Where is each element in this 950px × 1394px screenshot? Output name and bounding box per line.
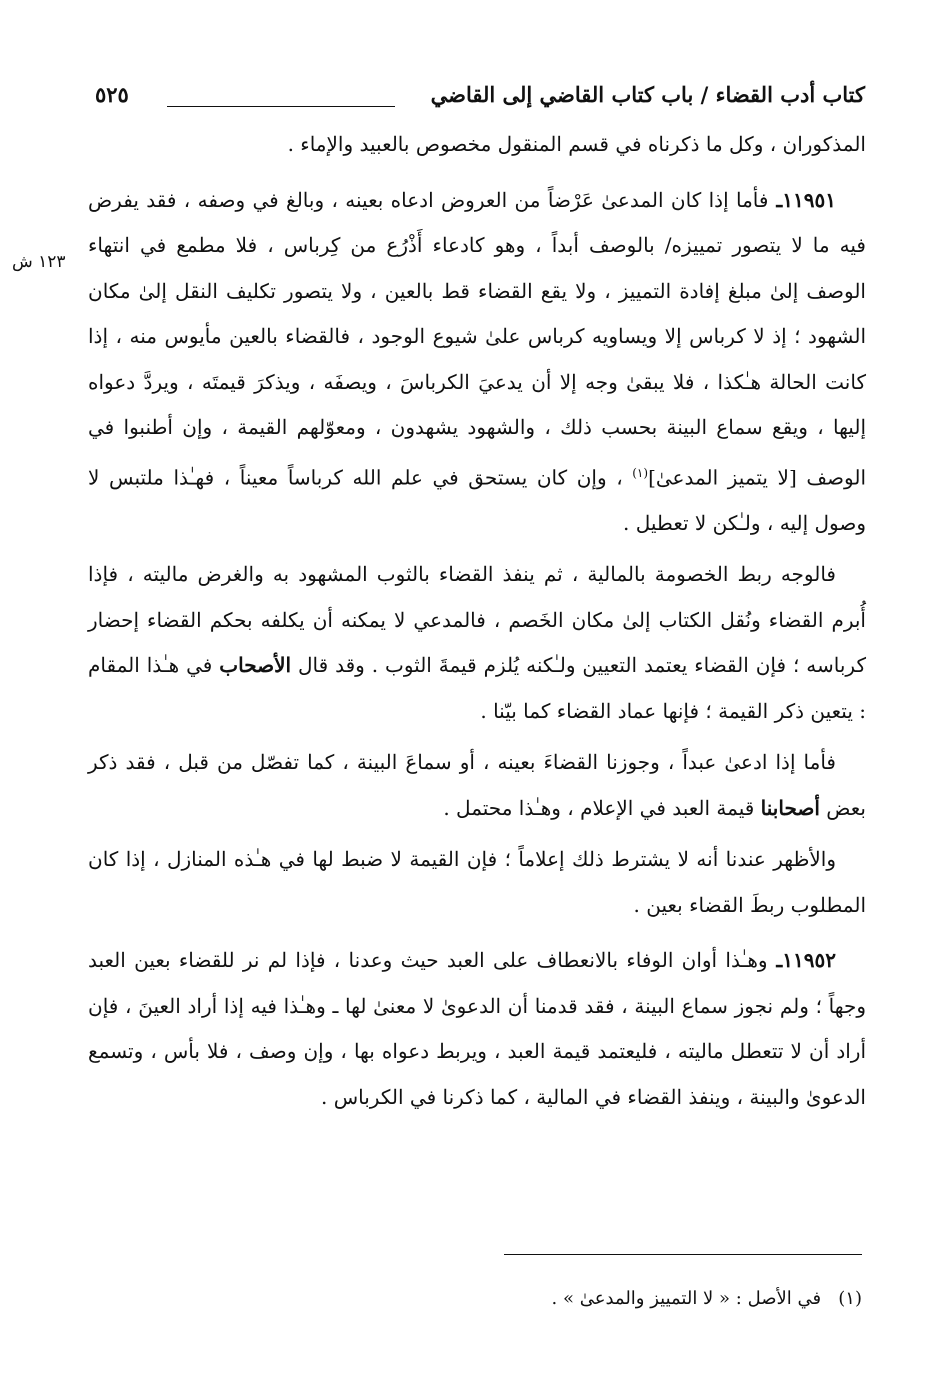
footnote xyxy=(84,1284,862,1314)
paragraph-text: فأما إذا كان المدعىٰ عَرْضاً من العروض ادعاه بعينه ، وبالغ في وصفه ، فقد يفرض فيه ما لا يتصور تمييزه/ بالوصف أبداً ، وهو كادعاء أَذْرُع من كِرباس ، فلا مطمع في انتهاء الوصف إلىٰ مبلغ إفادة التمييز ، ولا يقع القضاء قط بالعين ، ولا يتصور تكليف النقل إلىٰ مكان الشهود ؛ إذ لا كرباس إلا ويساويه كرباس علىٰ شيوع الوجود ، فالقضاء بالعين مأيوس منه ، إذا كانت الحالة هـٰكذا ، فلا يبقىٰ وجه إلا أن يدعيَ الكرباسَ ، ويصفَه ، ويذكرَ قيمتَه ، ويردَّ دعواه إليها ، ويقع سماع البينة بحسب ذلك ، والشهود يشهدون ، ومعوّلهم القيمة ، وإن أطنبوا في الوصف [لا يتميز المدعىٰ] xyxy=(88,187,866,490)
paragraph xyxy=(88,740,866,831)
section-number: ١١٩٥١ـ xyxy=(768,187,837,212)
footnote-marker: (١) xyxy=(838,1288,862,1309)
bold-term: الأصحاب xyxy=(219,653,292,678)
running-header xyxy=(95,82,865,122)
paragraph-text-cont: قيمة العبد في الإعلام ، وهـٰذا محتمل . xyxy=(443,795,761,820)
footnote-ref[interactable]: (١) xyxy=(632,465,649,480)
footnote-text: في الأصل : « لا التمييز والمدعىٰ » . xyxy=(551,1288,822,1309)
margin-folio-note: ١٢٣ ش xyxy=(12,252,66,272)
page-number: ٥٢٥ xyxy=(95,82,129,107)
paragraph-text: وهـٰذا أوان الوفاء بالانعطاف على العبد حيث وعدنا ، فإذا لم نر للقضاء بعين العبد وجهاً ؛ ولم نجوز سماع البينة ، فقد قدمنا أن الدعوىٰ لا معنىٰ لها ـ وهـٰذا فيه إذا أراد العينَ ، فإن أراد أن لا تتعطل ماليته ، فليعتمد قيمة العبد ، ويربط دعواه بها ، وإن وصف ، فلا بأس ، وتسمع الدعوىٰ والبينة ، وينفذ القضاء في المالية ، كما ذكرنا في الكرباس . xyxy=(88,948,867,1109)
paragraph xyxy=(88,178,866,547)
section-number: ١١٩٥٢ـ xyxy=(767,948,836,973)
paragraph-text-cont: في هـٰذا المقام : يتعين ذكر القيمة ؛ فإنها عماد القضاء كما بيّنا . xyxy=(88,653,866,723)
paragraph xyxy=(88,837,866,928)
paragraph-text: فالوجه ربط الخصومة بالمالية ، ثم ينفذ القضاء بالثوب المشهود به والغرض ماليته ، فإذا أُبرم القضاء ونُقل الكتاب إلىٰ مكان الخَصم ، فالمدعي لا يمكنه أن يكلفه بحكم القضاء إحضار كرباسه ؛ فإن القضاء يعتمد التعيين ولـٰكنه يُلزم قيمةَ الثوب . وقد قال xyxy=(88,562,866,678)
header-title: كتاب أدب القضاء / باب كتاب القاضي إلى القاضي xyxy=(430,82,865,107)
paragraph xyxy=(88,938,866,1120)
header-rule xyxy=(167,106,395,107)
paragraph xyxy=(88,122,866,168)
main-text xyxy=(88,122,866,1120)
footnote-rule xyxy=(504,1254,862,1255)
paragraph xyxy=(88,552,866,734)
paragraph-text: والأظهر عندنا أنه لا يشترط ذلك إعلاماً ؛ فإن القيمة لا ضبط لها في هـٰذه المنازل ، إذا كان المطلوب ربطَ القضاء بعين . xyxy=(88,847,866,917)
paragraph-text-cont: ، وإن كان يستحق في علم الله كرباساً معيناً ، فهـٰذا ملتبس لا وصول إليه ، ولـٰكن لا تعطيل . xyxy=(88,465,866,535)
bold-term: أصحابنا xyxy=(760,795,820,820)
paragraph-text: المذكوران ، وكل ما ذكرناه في قسم المنقول مخصوص بالعبيد والإماء . xyxy=(287,132,866,156)
paragraph-text: فأما إذا ادعىٰ عبداً ، وجوزنا القضاءَ بعينه ، أو سماعَ البينة ، كما تفصّل من قبل ، فقد ذكر بعض xyxy=(88,750,866,820)
